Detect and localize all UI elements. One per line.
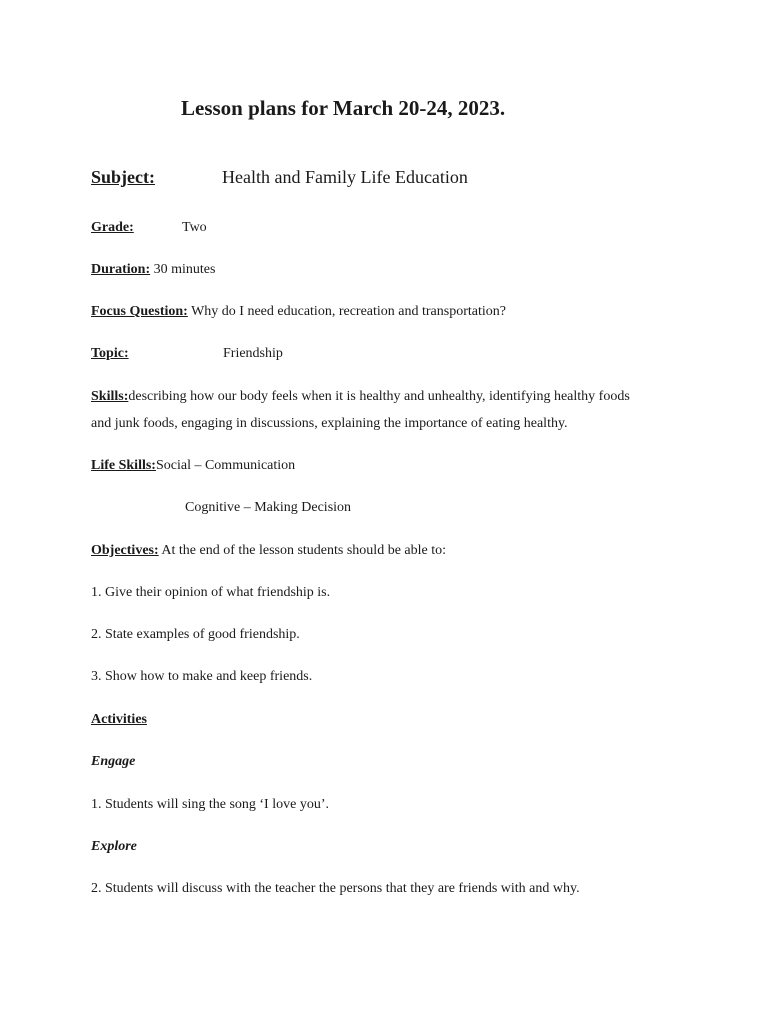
objective-item-2: 2. State examples of good friendship.: [91, 627, 300, 642]
focus-question-value: Why do I need education, recreation and transportation?: [191, 304, 506, 319]
grade-row: [91, 219, 207, 237]
life-skills-item-1: Social – Communication: [155, 458, 296, 473]
objective-item-1: 1. Give their opinion of what friendship is.: [91, 585, 331, 600]
subject-label: Subject:: [91, 167, 155, 187]
explore-heading: Explore: [91, 839, 137, 854]
topic-label: Topic:: [91, 346, 129, 361]
subject-value: Health and Family Life Education: [222, 167, 468, 187]
objectives-intro: At the end of the lesson students should be able to:: [161, 543, 447, 558]
topic-value: Friendship: [223, 346, 283, 361]
topic-row: [91, 345, 283, 363]
document-title: Lesson plans for March 20-24, 2023.: [181, 96, 506, 120]
life-skills-item-2: Cognitive – Making Decision: [185, 500, 352, 515]
duration-value: 30 minutes: [153, 262, 216, 277]
life-skills-label: Life Skills:: [91, 458, 156, 473]
skills-label: Skills:: [91, 389, 129, 404]
skills-text-line2: and junk foods, engaging in discussions, explaining the importance of eating healthy.: [91, 416, 568, 431]
objective-item-3: 3. Show how to make and keep friends.: [91, 669, 313, 684]
engage-heading: Engage: [91, 754, 136, 769]
skills-row: [91, 388, 630, 406]
subject-row: [91, 167, 468, 192]
duration-label: Duration:: [91, 262, 151, 277]
duration-row: [91, 261, 215, 279]
skills-text-line1: describing how our body feels when it is healthy and unhealthy, identifying healthy foods: [128, 389, 630, 404]
engage-text: 1. Students will sing the song ‘I love you’.: [91, 797, 329, 812]
life-skills-row: [91, 457, 295, 475]
focus-question-label: Focus Question:: [91, 304, 188, 319]
objectives-row: [91, 542, 446, 560]
focus-question-row: [91, 303, 506, 321]
activities-heading: Activities: [91, 712, 147, 727]
explore-text: 2. Students will discuss with the teacher the persons that they are friends with and why.: [91, 881, 580, 896]
grade-label: Grade:: [91, 220, 134, 235]
objectives-label: Objectives:: [91, 543, 159, 558]
grade-value: Two: [182, 220, 207, 235]
